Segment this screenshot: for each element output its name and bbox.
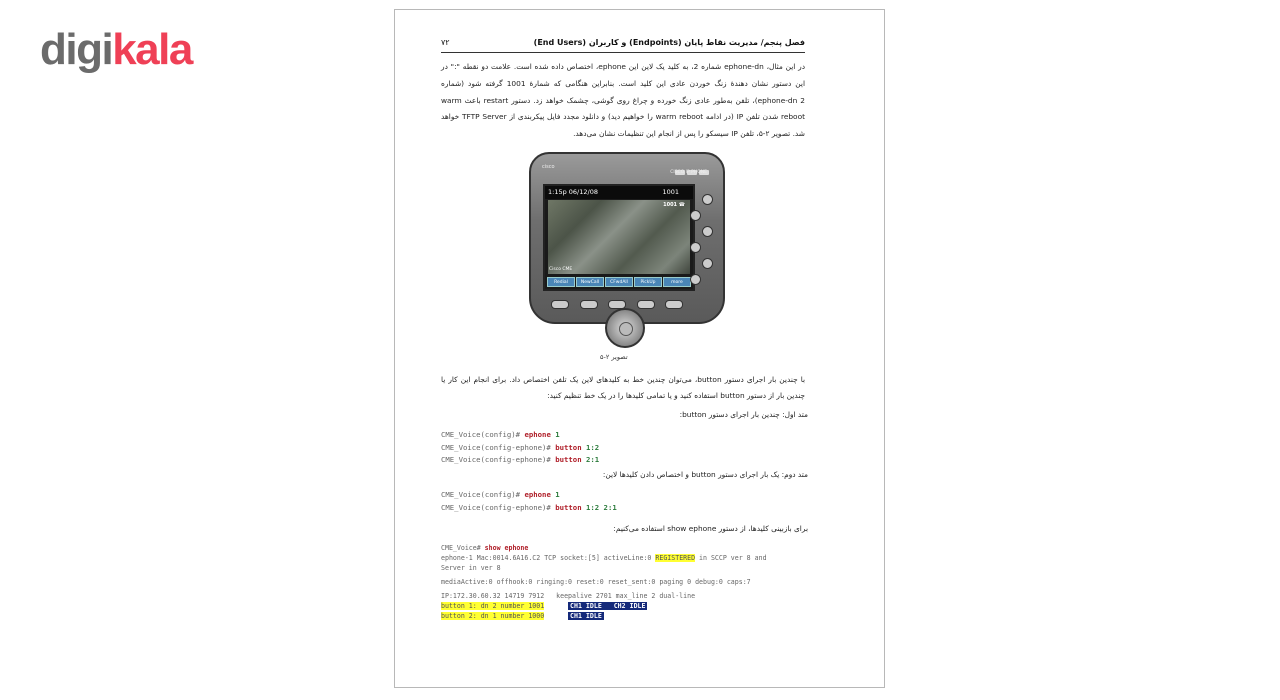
phone-wallpaper [548,200,690,274]
ip-phone-image [529,152,725,348]
phone-time-date: 1:15p 06/12/08 [548,188,598,196]
code-block-1: CME_Voice(config)# ephone 1 CME_Voice(config-ephone)# button 1:2 CME_Voice(config-ephone)# button 2:1 [441,430,600,465]
method-2-text: متد دوم: یک بار اجرای دستور button و اختصاص دادن کلیدها لاین: [602,470,808,479]
method-1-text: متد اول: چندین بار اجرای دستور button: [679,410,808,419]
phone-body [529,152,725,324]
phone-extension: 1001 [662,188,679,196]
phone-nav-wheel [605,308,645,348]
registered-highlight: REGISTERED [655,554,696,562]
button-2-line: button 2: dn 1 number 1000 [441,612,545,620]
phone-line-buttons [690,194,714,290]
phone-soft-buttons [551,300,683,309]
softkey-cfwdall: CFwdAll [605,277,633,287]
softkey-pickup: PickUp [634,277,662,287]
chapter-title: فصل پنجم/ مدیریت نقاط پایان (Endpoints) و کاربران (End Users) [533,38,805,47]
button-2-status: CH1 IDLE [570,612,602,620]
softkey-redial: Redial [547,277,575,287]
show-ephone-intro: برای بازبینی کلیدها، از دستور show ephone استفاده می‌کنیم: [613,524,808,533]
phone-status-bar [545,186,693,199]
page-header [441,38,805,53]
book-page [394,9,885,688]
phone-softkeys [547,277,691,287]
phone-model-label: CISCO IP PHONE [670,170,707,175]
phone-line-label: 1001 ☎ [663,202,685,208]
button-1-line: button 1: dn 2 number 1001 [441,602,545,610]
softkey-more: more [663,277,691,287]
paragraph-1: در این مثال، ephone-dn شماره 2، به کلید یک لاین این ephone، اختصاص داده شده است. علامت دو نقطه ":" در این دستور نشان دهندهٔ زنگ خوردن عادی این کلید است. بنابراین هنگامی که شمارهٔ 1001 گرفته شود (شماره ephone-dn 2)، تلفن به‌طور عادی زنگ خورده و چراغ روی گوشی، چشمک خواهد زد. دستور restart باعث warm reboot شدن تلفن IP (در ادامه warm reboot را خواهیم دید) و دانلود مجدد فایل پیکربندی از TFTP Server خواهد شد. تصویر ۲-۵، تلفن IP سیسکو را پس از انجام این تنظیمات نشان می‌دهد. [441,62,806,139]
figure-caption: تصویر ۲-۵ [600,353,628,361]
softkey-newcall: NewCall [576,277,604,287]
logo-part-1: digi [40,25,113,74]
page-number: ۷۲ [441,38,450,47]
logo-part-2: kala [112,25,192,74]
paragraph-2: با چندین بار اجرای دستور button، می‌توان چندین خط به کلیدهای لاین یک تلفن اختصاص داد. برای انجام این کار یا چندین بار از دستور button استفاده کنید و یا تمامی کلیدها را در یک خط تنظیم کنید: [441,375,806,400]
digikala-logo[interactable] [40,25,192,74]
phone-screen [543,184,695,291]
code-block-2: CME_Voice(config)# ephone 1 CME_Voice(config-ephone)# button 1:2 2:1 [441,490,617,512]
cisco-logo: cisco [542,164,555,170]
code-block-3: CME_Voice# show ephone ephone-1 Mac:0014.6A16.C2 TCP socket:[5] activeLine:0 REGISTERED in SCCP ver 8 and Server in ver 8 mediaActive:0 offhook:0 ringing:0 reset:0 reset_sent:0 paging 0 debug:0 caps:7 IP:172.30.60.32 14719 7912 keepalive 2701 max_line 2 dual-line button 1: dn 2 number 1001 CH1 IDLE CH2 IDLE button 2: dn 1 number 1000 CH1 IDLE [441,544,767,620]
phone-cme-label: Cisco CME [549,267,573,272]
button-1-status: CH1 IDLE CH2 IDLE [570,602,646,610]
